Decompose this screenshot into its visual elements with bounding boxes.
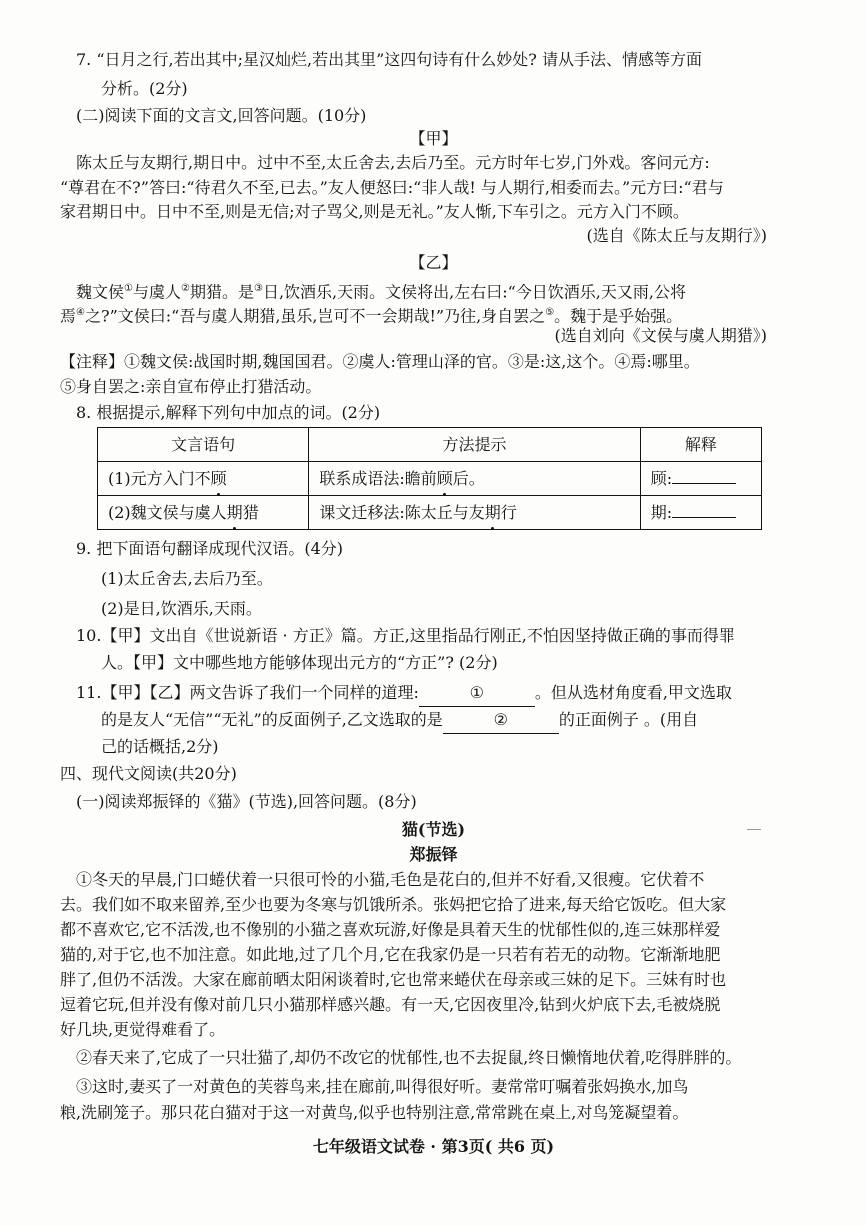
q11-blank-2[interactable]: ② — [443, 707, 559, 734]
note-mark: ④ — [76, 307, 85, 318]
article-line-9: ③这时,妻买了一对黄色的芙蓉鸟来,挂在廊前,叫得很好听。妻常常叮嘱着张妈换水,加鸟 — [76, 1077, 689, 1096]
q7-line2: 分析。(2分) — [101, 79, 188, 98]
hint-cell — [309, 462, 640, 496]
q7-line1: 7. “日月之行,若出其中;星汉灿烂,若出其里”这四句诗有什么妙处? 请从手法、情感等方面 — [76, 50, 702, 69]
answer-cell[interactable] — [640, 496, 761, 530]
hint-text: 课文迁移法:陈太丘与友 — [319, 502, 485, 522]
article-title: 猫(节选) — [401, 820, 466, 839]
jia-line-3: 家君期日中。日中不至,则是无信;对子骂父,则是无礼。”友人惭,下车引之。元方入门不顾。 — [60, 202, 689, 221]
q11-text: 的是友人“无信”“无礼”的反面例子,乙文选取的是 — [101, 710, 443, 729]
q9-item-1: (1)太丘舍去,去后乃至。 — [101, 569, 273, 588]
page-footer: 七年级语文试卷 · 第3页( 共6 页) — [312, 1137, 555, 1156]
article-author: 郑振铎 — [409, 845, 458, 864]
notes-line2: ⑤身自罢之:亲自宣布停止打猎活动。 — [60, 377, 322, 396]
answer-label: 顾: — [650, 468, 673, 488]
sentence-text: (2)魏文侯与虞人 — [108, 502, 227, 522]
answer-blank[interactable] — [672, 467, 736, 484]
article-line-8: ②春天来了,它成了一只壮猫了,却仍不改它的忧郁性,也不去捉鼠,终日懒惰地伏着,吃得胖胖的。 — [76, 1048, 742, 1067]
q9-title: 9. 把下面语句翻译成现代汉语。(4分) — [76, 539, 344, 558]
jia-line-2: “尊君在不?”答曰:“待君久不至,已去。”友人便怒曰:“非人哉! 与人期行,相委而去。”元方曰:“君与 — [60, 178, 724, 197]
q11-line3: 己的话概括,2分) — [101, 737, 219, 756]
sentence-cell — [98, 462, 309, 496]
q8-table — [97, 427, 762, 530]
sentence-text: (1)元方入门不 — [108, 468, 211, 488]
col-header: 方法提示 — [309, 428, 640, 462]
reading1-title: (一)阅读郑振铎的《猫》(节选),回答问题。(8分) — [76, 792, 417, 811]
notes-line1: 【注释】①魏文侯:战国时期,魏国国君。②虞人:管理山泽的官。③是:这,这个。④焉:哪里。 — [60, 352, 700, 371]
table-row — [98, 496, 762, 530]
q10-line1: 10.【甲】文出自《世说新语 · 方正》篇。方正,这里指品行刚正,不怕因坚持做正确的事而得罪 — [76, 626, 735, 645]
dotted-word: 顾 — [437, 466, 453, 492]
yi-heading: 【乙】 — [409, 253, 458, 272]
q11-line2 — [101, 707, 698, 734]
article-line-10: 粮,洗刷笼子。那只花白猫对于这一对黄鸟,似乎也特别注意,常常跳在桌上,对鸟笼凝望着。 — [60, 1103, 689, 1122]
article-line-5: 胖了,但仍不活泼。大家在廊前晒太阳闲谈着时,它也常来蜷伏在母亲或三妹的足下。三妹有时也 — [60, 970, 727, 989]
jia-heading: 【甲】 — [409, 129, 458, 148]
col-header: 解释 — [640, 428, 761, 462]
q11-text: 。但从选材角度看,甲文选取 — [534, 683, 732, 702]
article-line-3: 都不喜欢它,它不活泼,也不像别的小猫之喜欢玩游,好像是具着天生的忧郁性似的,连三妹那样爱 — [60, 920, 721, 939]
yi-text: 与虞人 — [132, 282, 181, 302]
yi-text: 之?”文侯曰:“吾与虞人期猎,虽乐,岂可不一会期哉!”乃往,身自罢之 — [84, 306, 546, 326]
answer-label: 期: — [650, 502, 673, 522]
q8-title: 8. 根据提示,解释下列句中加点的词。(2分) — [76, 403, 381, 422]
yi-text: 魏文侯 — [76, 282, 125, 302]
yi-text: 日,饮酒乐,天雨。文侯将出,左右曰:“今日饮酒乐,天又雨,公将 — [262, 282, 686, 302]
hint-text: 后。 — [452, 468, 485, 488]
jia-line-1: 陈太丘与友期行,期日中。过中不至,太丘舍去,去后乃至。元方时年七岁,门外戏。客问元方: — [76, 153, 710, 172]
yi-text: 期猎。是 — [189, 282, 254, 302]
q11-text: 的正面例子 。(用自 — [558, 710, 699, 729]
yi-text: 。魏于是乎始强。 — [554, 306, 683, 326]
note-mark: ② — [181, 283, 190, 294]
hint-cell — [309, 496, 640, 530]
section4-title: 四、现代文阅读(共20分) — [60, 764, 237, 783]
sentence-text: 猎 — [242, 502, 259, 522]
dotted-word: 顾 — [211, 466, 227, 492]
article-line-4: 猫的,对于它,也不加注意。如此地,过了几个月,它在我家仍是一只若有若无的动物。它渐渐地肥 — [60, 945, 721, 964]
col-header: 文言语句 — [98, 428, 309, 462]
yi-text: 焉 — [60, 306, 77, 326]
section2-title: (二)阅读下面的文言文,回答问题。(10分) — [76, 106, 367, 125]
hint-text: 行 — [500, 502, 517, 522]
yi-source: (选自刘向《文侯与虞人期猎》) — [554, 326, 767, 345]
dotted-word: 期 — [485, 500, 501, 526]
note-mark: ① — [124, 283, 133, 294]
answer-cell[interactable] — [640, 462, 761, 496]
answer-blank[interactable] — [672, 501, 736, 518]
scan-mark — [747, 829, 761, 830]
article-line-2: 去。我们如不取来留养,至少也要为冬寒与饥饿所杀。张妈把它拾了进来,每天给它饭吃。但大家 — [60, 895, 727, 914]
q11-line1 — [76, 680, 732, 707]
article-line-1: ①冬天的早晨,门口蜷伏着一只很可怜的小猫,毛色是花白的,但并不好看,又很瘦。它伏着不 — [76, 870, 705, 889]
q10-line2: 人。【甲】文中哪些地方能够体现出元方的“方正”? (2分) — [101, 653, 498, 672]
q11-blank-1[interactable]: ① — [419, 680, 535, 707]
sentence-cell — [98, 496, 309, 530]
table-header-row — [98, 428, 762, 462]
table-row — [98, 462, 762, 496]
hint-text: 联系成语法:瞻前 — [319, 468, 437, 488]
q9-item-2: (2)是日,饮酒乐,天雨。 — [101, 599, 262, 618]
jia-source: (选自《陈太丘与友期行》) — [586, 226, 767, 245]
note-mark: ⑤ — [545, 307, 555, 318]
note-mark: ③ — [253, 283, 263, 294]
q11-text: 11.【甲】【乙】两文告诉了我们一个同样的道理: — [76, 683, 419, 702]
article-line-6: 逗着它玩,但并没有像对前几只小猫那样感兴趣。有一天,它因夜里冷,钻到火炉底下去,毛被烧脱 — [60, 995, 721, 1014]
dotted-word: 期 — [227, 500, 243, 526]
article-line-7: 好几块,更觉得难看了。 — [60, 1020, 226, 1039]
